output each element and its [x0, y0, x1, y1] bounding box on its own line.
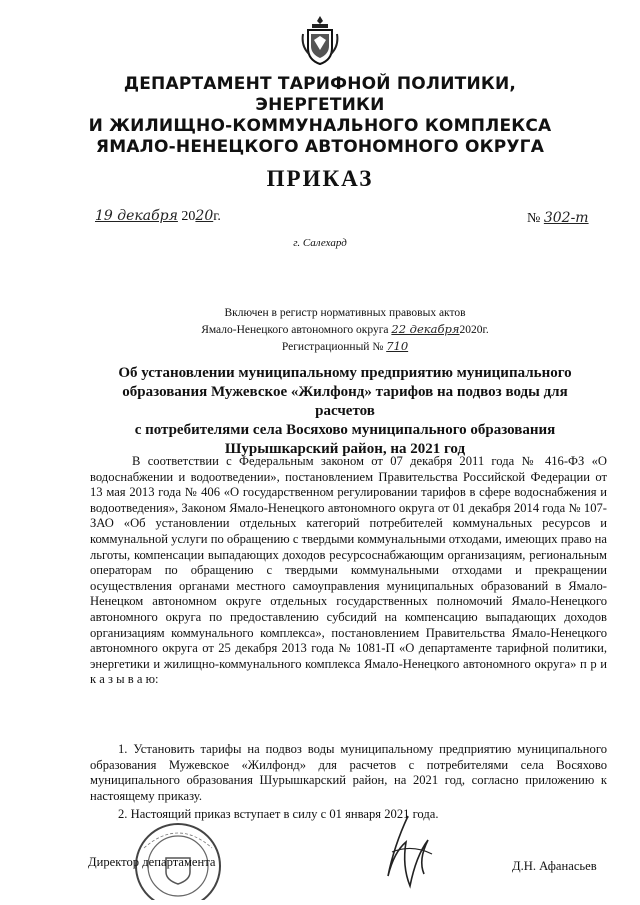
registry-number: 710	[386, 339, 409, 353]
order-subject: Об установлении муниципальному предприятию муниципального образования Мужевское «Жилфонд» тарифов на подвоз воды для расчетов с потребителями села Восяхово муниципального образования Шурышкарский район, на 2021 год	[118, 365, 572, 457]
registry-line-1: Включен в регистр нормативных правовых актов	[224, 307, 466, 319]
handwritten-signature	[368, 812, 448, 892]
registry-date: 22 декабря	[391, 322, 460, 336]
number-label: №	[527, 211, 541, 226]
dept-line-3: ЯМАЛО-НЕНЕЦКОГО АВТОНОМНОГО ОКРУГА	[95, 137, 545, 157]
order-item-2: 2. Настоящий приказ вступает в силу с 01 января 2021 года.	[118, 807, 439, 821]
order-date	[95, 208, 221, 225]
department-title	[60, 74, 580, 158]
preamble-paragraph: В соответствии с Федеральным законом от 07 декабря 2011 года № 416-ФЗ «О водоснабжении и водоотведении», постановлением Правительства Российской Федерации от 13 мая 2013 года № 406 «О государственном регулировании тарифов в сфере водоснабжения и водоотведения», Законом Ямало-Ненецкого автономного округа от 01 декабря 2014 года № 107-ЗАО «Об установлении отдельных категорий потребителей коммунальных ресурсов и коммунальной услуги по обращению с твердыми коммунальными отходами, имеющих право на льготы, компенсации выпадающих доходов ресурсоснабжающим организациям, региональным операторам по обращению с твердыми коммунальными отходами и прекращении осуществления органами местного самоуправления муниципальных образований в Ямало-Ненецком автономном округе отдельных государственных полномочий Ямало-Ненецкого автономного округа по предоставлению субсидий на компенсацию выпадающих доходов организациям коммунального комплекса», постановлением Правительства Ямало-Ненецкого автономного округа от 25 декабря 2013 года № 1081-П «О департаменте тарифной политики, энергетики и жилищно-коммунального комплекса Ямало-Ненецкого автономного округа» п р и к а з ы в а ю:	[90, 454, 607, 687]
date-day-month: 19 декабря	[95, 208, 178, 224]
registry-note	[150, 305, 540, 355]
city: г. Салехард	[293, 237, 347, 249]
registry-line-3: Регистрационный № 710	[281, 339, 409, 353]
date-suffix: г.	[213, 209, 221, 224]
number-value: 302-т	[543, 210, 589, 226]
document-type: ПРИКАЗ	[266, 166, 374, 191]
coat-of-arms-emblem	[300, 14, 340, 66]
date-year: 20	[195, 208, 214, 224]
signer-name: Д.Н. Афанасьев	[512, 859, 597, 873]
order-number	[527, 210, 589, 227]
registry-line-2: Ямало-Ненецкого автономного округа 22 декабря2020г.	[201, 322, 489, 336]
dept-line-1: ДЕПАРТАМЕНТ ТАРИФНОЙ ПОЛИТИКИ, ЭНЕРГЕТИКИ	[123, 74, 517, 115]
dept-line-2: И ЖИЛИЩНО-КОММУНАЛЬНОГО КОМПЛЕКСА	[88, 116, 552, 136]
date-year-prefix: 20	[181, 209, 196, 224]
signer-title: Директор департамента	[88, 855, 216, 869]
order-item-1: 1. Установить тарифы на подвоз воды муниципальному предприятию муниципального образования Мужевское «Жилфонд» для расчетов с потребителями села Восяхово муниципального образования Шурышкарский район, на 2021 год, согласно приложению к настоящему приказу.	[90, 742, 607, 803]
